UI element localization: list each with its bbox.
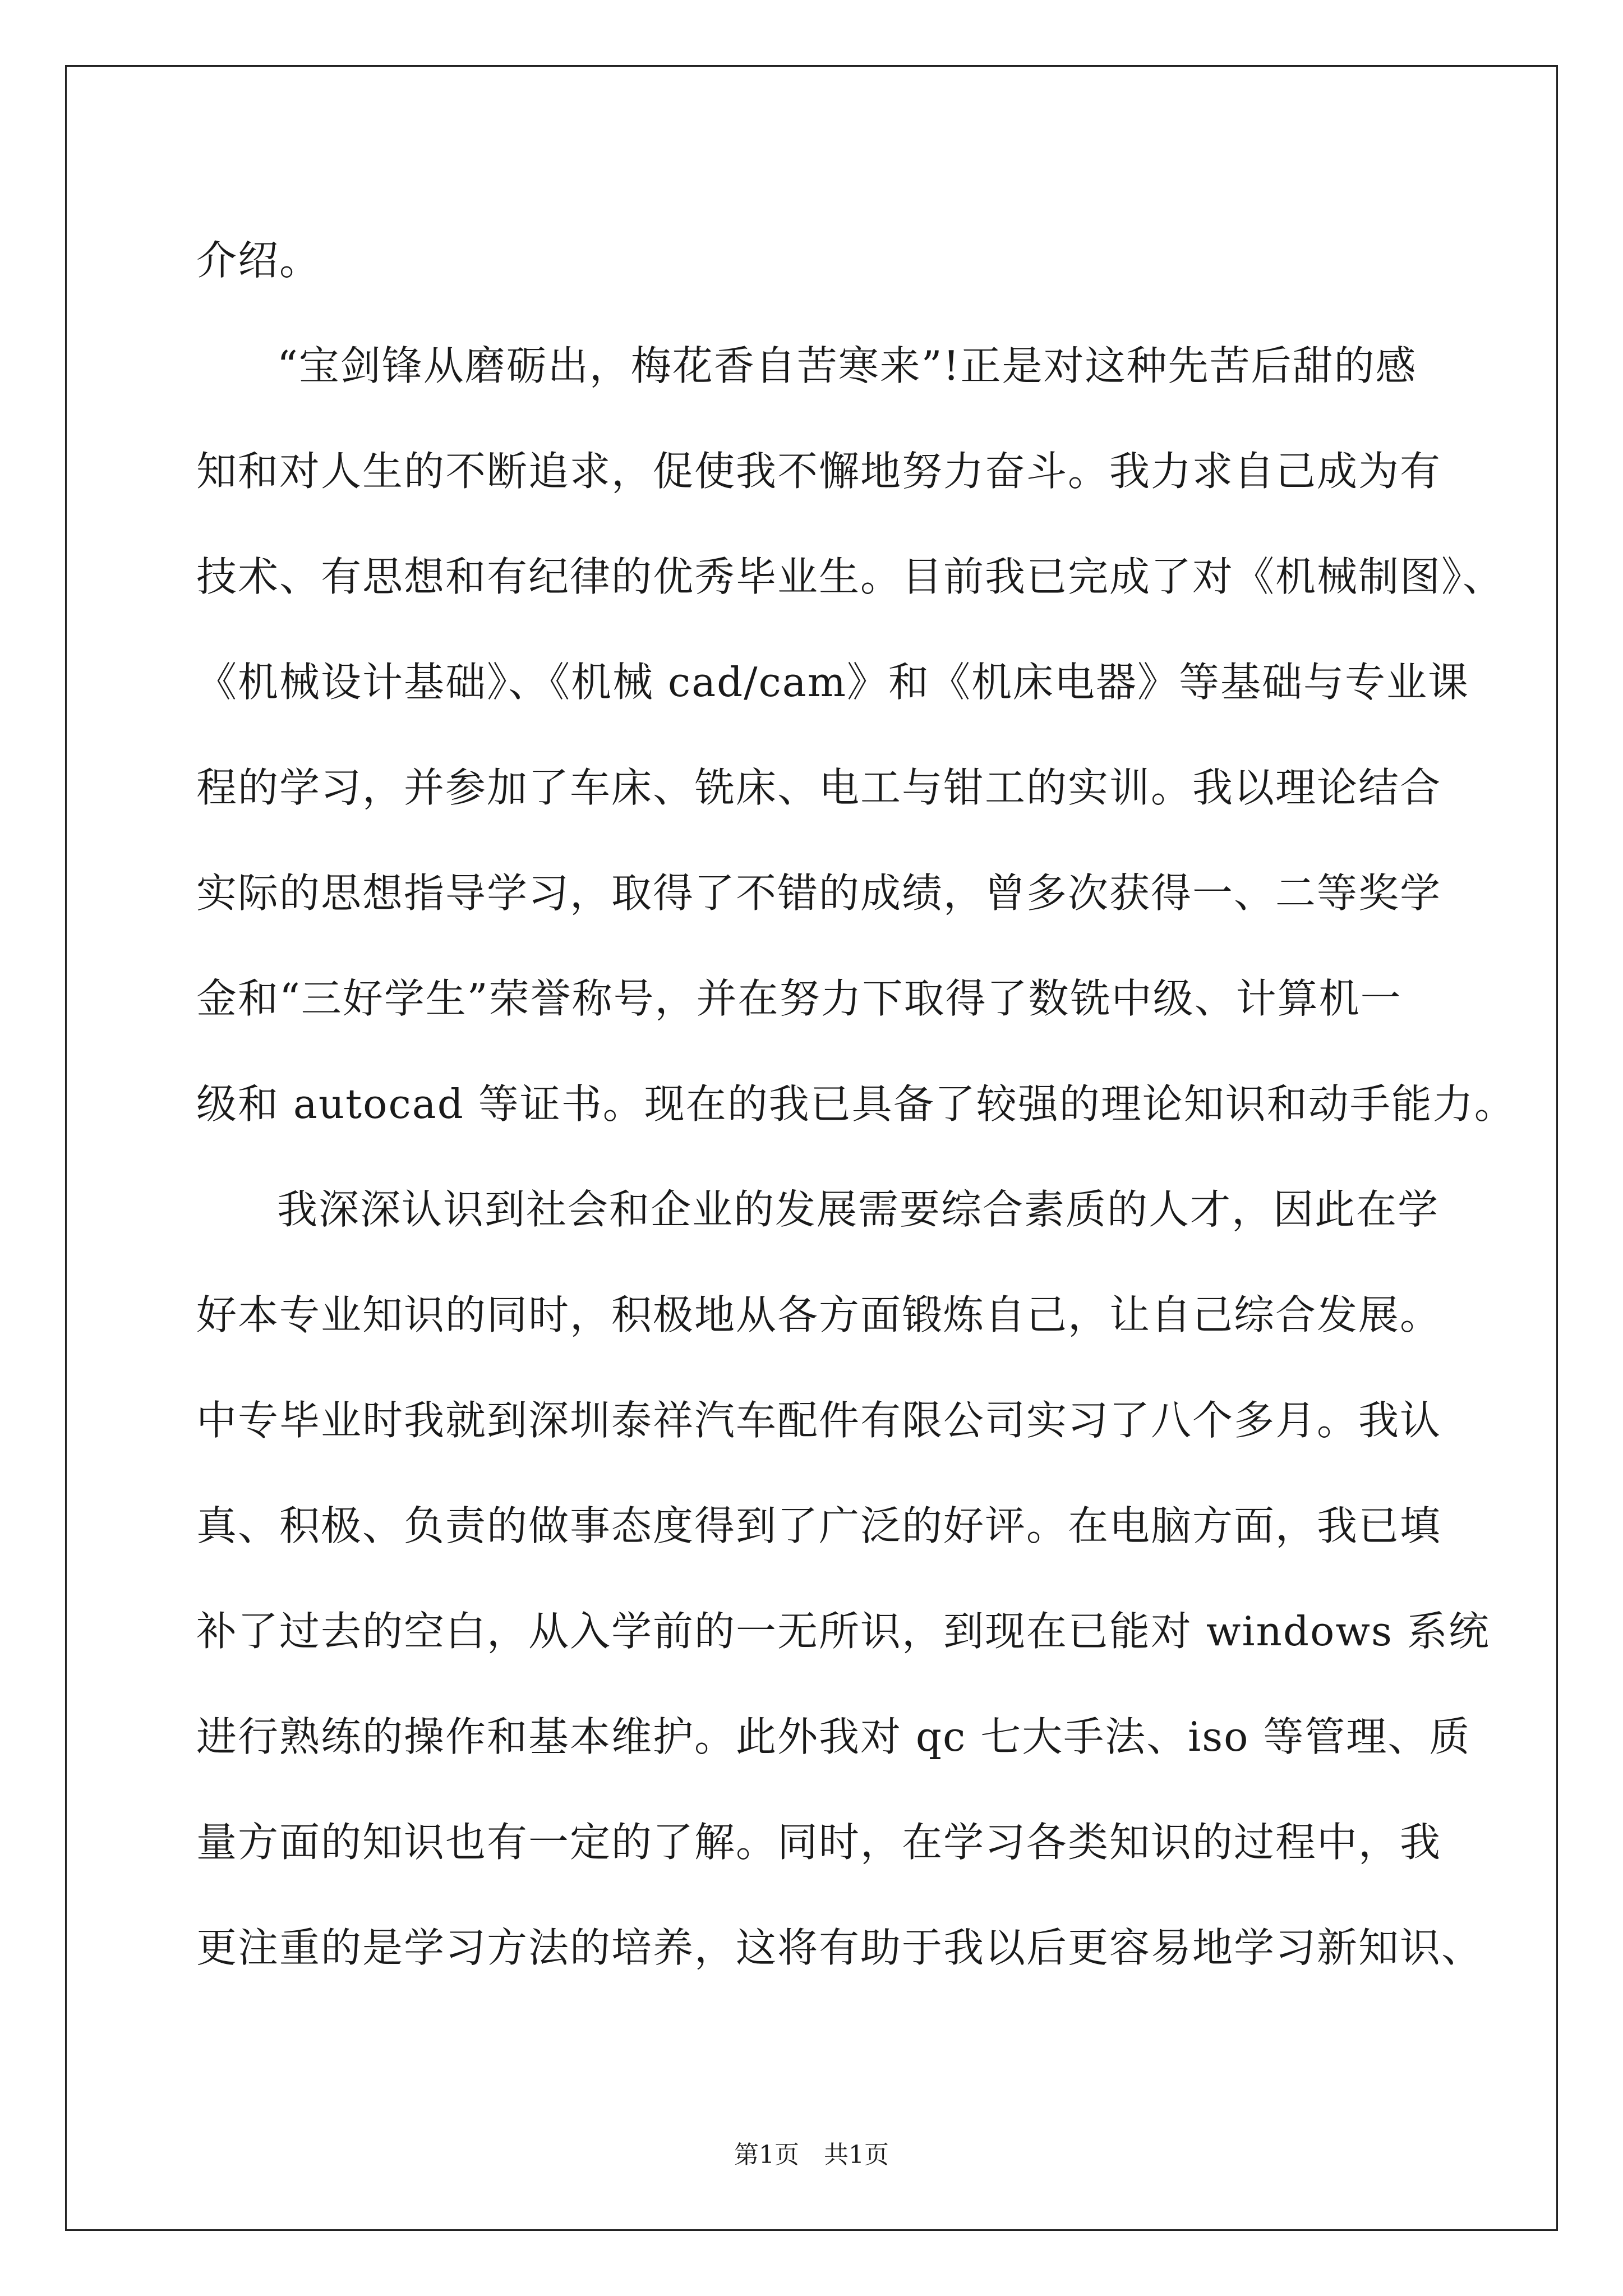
text-line: 知和对人生的不断追求，促使我不懈地努力奋斗。我力求自己成为有 <box>196 448 1442 495</box>
page-total: 共1页 <box>824 2141 889 2169</box>
text-line: 中专毕业时我就到深圳泰祥汽车配件有限公司实习了八个多月。我认 <box>196 1397 1442 1444</box>
text-line: 《机械设计基础》、《机械 cad/cam》和《机床电器》等基础与专业课 <box>196 659 1470 706</box>
text-line: 我深深认识到社会和企业的发展需要综合素质的人才，因此在学 <box>277 1186 1440 1233</box>
text-line: 更注重的是学习方法的培养，这将有助于我以后更容易地学习新知识、 <box>196 1924 1483 1971</box>
text-line: 量方面的知识也有一定的了解。同时，在学习各类知识的过程中，我 <box>196 1819 1442 1866</box>
text-line: 金和“三好学生”荣誉称号，并在努力下取得了数铣中级、计算机一 <box>196 975 1402 1022</box>
text-line: 程的学习，并参加了车床、铣床、电工与钳工的实训。我以理论结合 <box>196 764 1442 811</box>
text-line: 技术、有思想和有纪律的优秀毕业生。目前我已完成了对《机械制图》、 <box>196 553 1505 600</box>
text-line: 级和 autocad 等证书。现在的我已具备了较强的理论知识和动手能力。 <box>196 1080 1516 1128</box>
text-line: “宝剑锋从磨砺出，梅花香自苦寒来”!正是对这种先苦后甜的感 <box>277 342 1417 389</box>
text-line: 补了过去的空白，从入学前的一无所识，到现在已能对 windows 系统 <box>196 1608 1490 1655</box>
text-line: 介绍。 <box>196 237 321 284</box>
page-footer <box>0 2138 1623 2172</box>
page-number: 第1页 <box>734 2141 799 2169</box>
text-line: 真、积极、负责的做事态度得到了广泛的好评。在电脑方面，我已填 <box>196 1502 1442 1549</box>
text-line: 进行熟练的操作和基本维护。此外我对 qc 七大手法、iso 等管理、质 <box>196 1713 1471 1760</box>
text-line: 实际的思想指导学习，取得了不错的成绩，曾多次获得一、二等奖学 <box>196 869 1442 917</box>
text-line: 好本专业知识的同时，积极地从各方面锻炼自己，让自己综合发展。 <box>196 1291 1442 1338</box>
body-text <box>196 208 1516 2000</box>
